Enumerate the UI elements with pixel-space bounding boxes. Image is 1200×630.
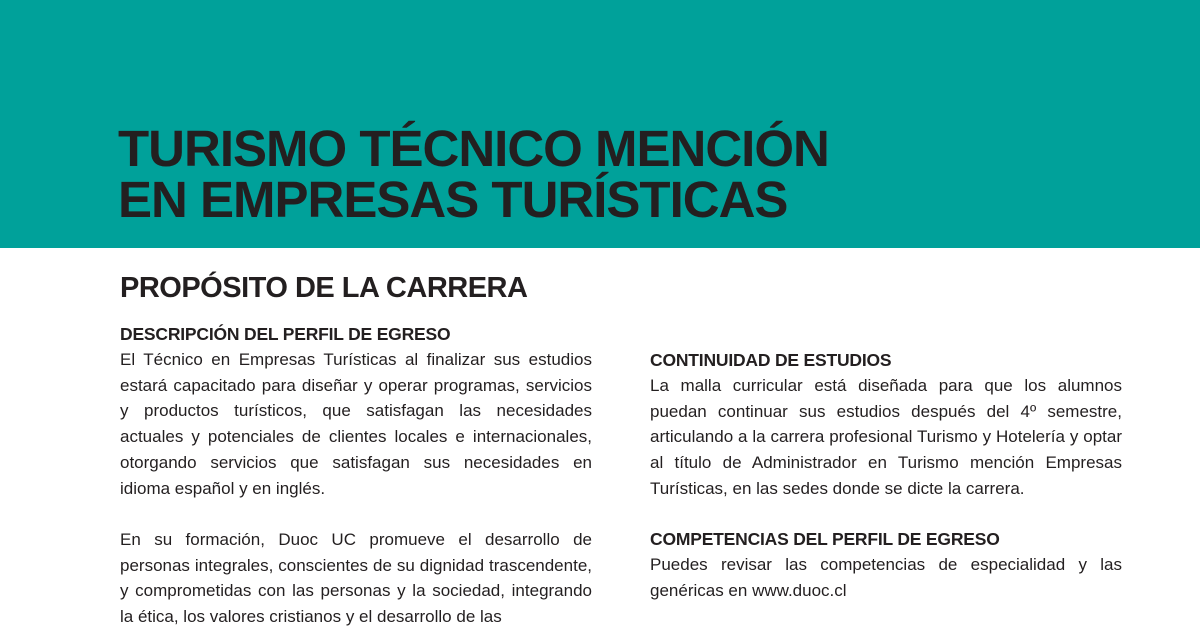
profile-description-paragraph: El Técnico en Empresas Turísticas al finalizar sus estudios estará capacitado para diseñar y operar programas, servicios y productos turísticos, que satisfagan las necesidades actuales y potenciales de clientes locales e internacionales, otorgando servicios que satisfagan sus necesidades en idioma español y en inglés.	[120, 350, 592, 498]
right-column	[650, 348, 1122, 604]
paragraph-spacer	[650, 502, 1122, 528]
formation-paragraph: En su formación, Duoc UC promueve el desarrollo de personas integrales, conscientes de su dignidad trascendente, y comprometidas con las personas y la sociedad, integrando la ética, los valores cristianos y el desarrollo de las	[120, 529, 592, 627]
title-line-2: EN EMPRESAS TURÍSTICAS	[118, 171, 788, 228]
left-column	[120, 322, 592, 630]
continuity-heading: CONTINUIDAD DE ESTUDIOS	[650, 350, 892, 370]
section-title: PROPÓSITO DE LA CARRERA	[120, 272, 528, 304]
competencies-paragraph: Puedes revisar las competencias de especialidad y las genéricas en www.duoc.cl	[650, 555, 1122, 600]
paragraph-spacer	[120, 501, 592, 527]
competencies-heading: COMPETENCIAS DEL PERFIL DE EGRESO	[650, 529, 1000, 550]
document-title	[118, 120, 829, 228]
title-line-1: TURISMO TÉCNICO MENCIÓN	[118, 120, 829, 177]
continuity-paragraph: La malla curricular está diseñada para que los alumnos puedan continuar sus estudios después del 4º semestre, articulando a la carrera profesional Turismo y Hotelería y optar al título de Administrador en Turismo mención Empresas Turísticas, en las sedes donde se dicte la carrera.	[650, 376, 1122, 498]
profile-description-heading: DESCRIPCIÓN DEL PERFIL DE EGRESO	[120, 324, 451, 344]
